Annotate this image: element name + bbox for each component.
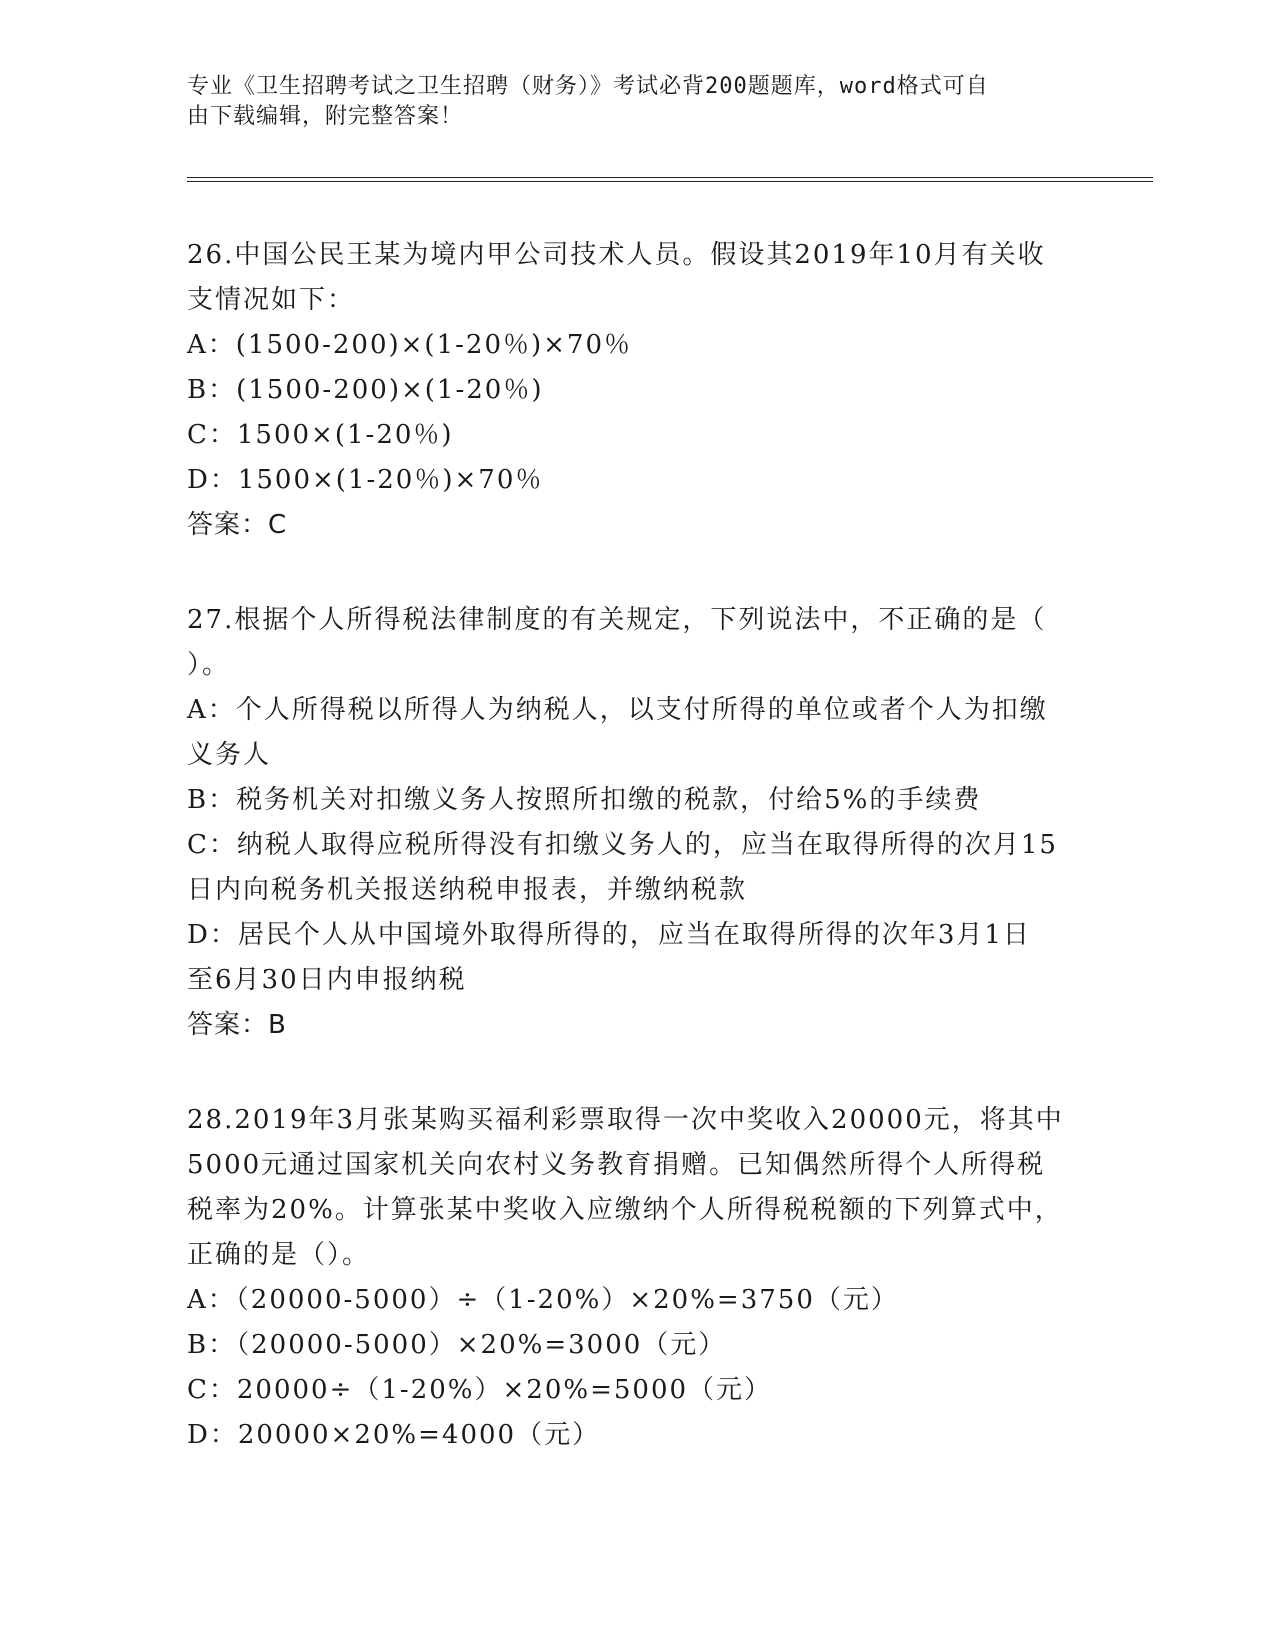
question-stem-line: 正确的是（）。	[187, 1240, 371, 1270]
option-c: C：20000÷（1-20%）×20%=5000（元）	[187, 1375, 773, 1405]
question-stem-line: 27.根据个人所得税法律制度的有关规定，下列说法中，不正确的是（	[187, 605, 1047, 635]
question-stem-line: 支情况如下：	[187, 285, 356, 315]
option-a: A：(1500-200)×(1-20％)×70％	[187, 330, 632, 360]
question-stem-line: 税率为20%。计算张某中奖收入应缴纳个人所得税税额的下列算式中，	[187, 1195, 1063, 1225]
header-line-1: 专业《卫生招聘考试之卫生招聘（财务）》考试必背200题题库，word格式可自	[187, 74, 989, 99]
option-a: A：个人所得税以所得人为纳税人，以支付所得的单位或者个人为扣缴	[187, 695, 1048, 725]
question-26	[187, 233, 1087, 548]
option-d-continued: 至6月30日内申报纳税	[187, 965, 467, 995]
option-a: A：（20000-5000）÷（1-20%）×20%=3750（元）	[187, 1285, 899, 1315]
option-c: C：纳税人取得应税所得没有扣缴义务人的，应当在取得所得的次月15	[187, 830, 1058, 860]
question-stem-line: 5000元通过国家机关向农村义务教育捐赠。已知偶然所得个人所得税	[187, 1150, 1046, 1180]
question-stem-line: 26.中国公民王某为境内甲公司技术人员。假设其2019年10月有关收	[187, 240, 1046, 270]
option-b: B：（20000-5000）×20%=3000（元）	[187, 1330, 727, 1360]
option-b: B：税务机关对扣缴义务人按照所扣缴的税款，付给5%的手续费	[187, 785, 982, 815]
question-27	[187, 598, 1087, 1048]
option-b: B：(1500-200)×(1-20％)	[187, 375, 544, 405]
header-line-2: 由下载编辑，附完整答案！	[187, 104, 464, 129]
option-d: D：居民个人从中国境外取得所得的，应当在取得所得的次年3月1日	[187, 920, 1031, 950]
answer-line: 答案：B	[187, 1010, 287, 1040]
option-c-continued: 日内向税务机关报送纳税申报表，并缴纳税款	[187, 875, 748, 905]
answer-line: 答案：C	[187, 510, 288, 540]
document-header	[187, 72, 1067, 132]
question-28	[187, 1098, 1087, 1458]
option-a-continued: 义务人	[187, 740, 272, 770]
question-stem-line: ）。	[187, 650, 231, 680]
option-c: C：1500×(1-20％)	[187, 420, 454, 450]
option-d: D：20000×20%=4000（元）	[187, 1420, 601, 1450]
question-stem-line: 28.2019年3月张某购买福利彩票取得一次中奖收入20000元，将其中	[187, 1105, 1064, 1135]
header-divider	[187, 177, 1153, 182]
option-d: D：1500×(1-20％)×70％	[187, 465, 544, 495]
